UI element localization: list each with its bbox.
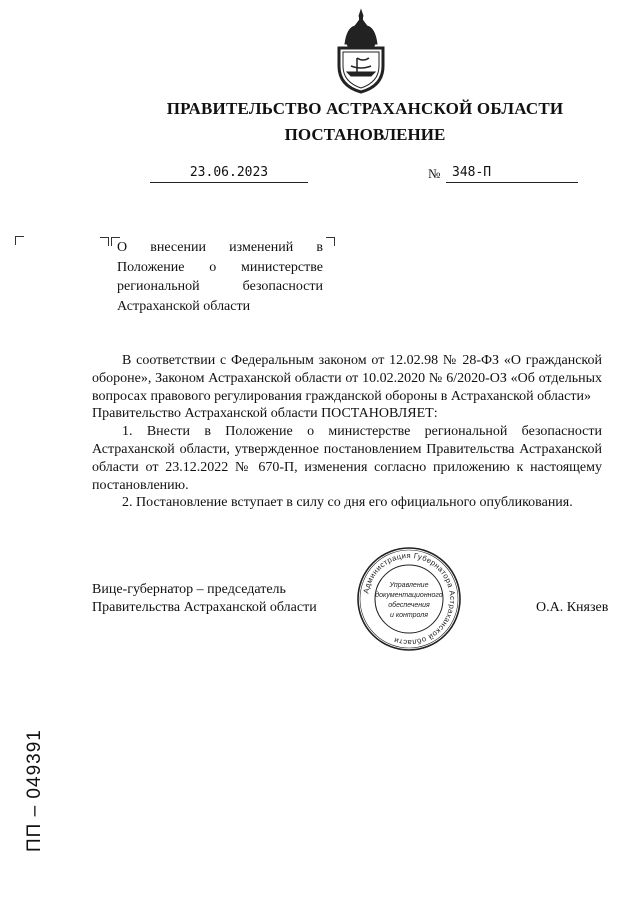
item-2-paragraph: 2. Постановление вступает в силу со дня его официального опубликования.	[122, 495, 573, 511]
decree-line: Правительство Астраханской области ПОСТАНОВЛЯЕТ:	[92, 406, 438, 422]
corner-mark	[15, 236, 24, 245]
stamp-line-1: Управление	[389, 582, 429, 589]
corner-mark	[326, 237, 335, 246]
number-sign: №	[428, 166, 441, 181]
registration-code: ПП – 049391	[24, 729, 45, 852]
item-1-paragraph: 1. Внести в Положение о министерстве региональной безопасности Астраханской области, утвержденное постановлением Правительства Астраханской области от 23.12.2022 № 670-П, изменения согласно приложению к настоящему постановлению.	[92, 424, 602, 493]
document-date: 23.06.2023	[150, 164, 308, 183]
government-title: ПРАВИТЕЛЬСТВО АСТРАХАНСКОЙ ОБЛАСТИ	[166, 99, 564, 118]
stamp-line-3: обеспечения	[388, 602, 430, 609]
corner-mark	[100, 237, 109, 246]
stamp-line-4: и контроля	[390, 612, 428, 619]
document-number: 348-П	[446, 164, 578, 183]
signer-position-line2: Правительства Астраханской области	[92, 600, 317, 615]
coat-of-arms-icon	[333, 8, 389, 94]
document-body	[92, 352, 602, 512]
official-stamp	[356, 546, 462, 652]
signer-position	[92, 581, 317, 617]
document-type: ПОСТАНОВЛЕНИЕ	[284, 125, 446, 144]
stamp-ring-text: Администрация Губернатора Астраханской области	[361, 550, 458, 648]
stamp-line-2: документационного	[375, 592, 443, 599]
signer-name: О.А. Князев	[536, 600, 609, 615]
document-subject: О внесении изменений в Положение о министерстве региональной безопасности Астраханской области	[117, 240, 323, 314]
signer-position-line1: Вице-губернатор – председатель	[92, 582, 286, 597]
preamble-paragraph: В соответствии с Федеральным законом от 12.02.98 № 28-ФЗ «О гражданской обороне», Законом Астраханской области от 10.02.2020 № 6/2020-ОЗ «Об отдельных вопросах правового регулирования гражданской обороны в Астраханской области»	[92, 353, 602, 404]
